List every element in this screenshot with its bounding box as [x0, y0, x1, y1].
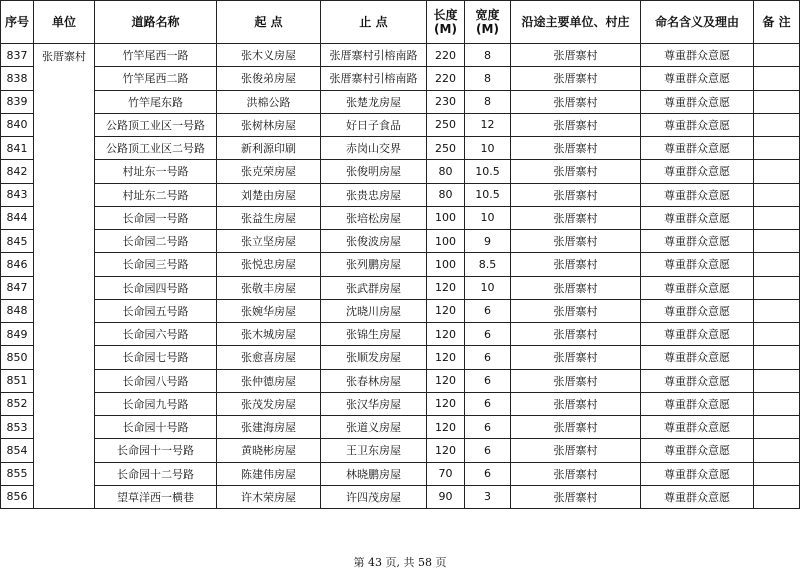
row-end: 张列鹏房屋	[321, 253, 427, 276]
row-seq: 839	[1, 90, 34, 113]
row-length: 80	[427, 160, 465, 183]
row-end: 许四茂房屋	[321, 485, 427, 508]
row-along: 张厝寨村	[511, 253, 641, 276]
table-row	[1, 439, 800, 462]
row-start: 张愈喜房屋	[217, 346, 321, 369]
table-row	[1, 160, 800, 183]
row-length: 250	[427, 113, 465, 136]
row-length: 220	[427, 44, 465, 67]
row-seq: 843	[1, 183, 34, 206]
row-along: 张厝寨村	[511, 183, 641, 206]
row-start: 许木荣房屋	[217, 485, 321, 508]
header-length-label: 长度	[433, 8, 458, 22]
row-start: 张悦忠房屋	[217, 253, 321, 276]
table-row	[1, 253, 800, 276]
row-remark	[754, 160, 800, 183]
row-road-name: 公路顶工业区一号路	[95, 113, 217, 136]
row-seq: 856	[1, 485, 34, 508]
row-remark	[754, 44, 800, 67]
row-remark	[754, 230, 800, 253]
row-end: 张春林房屋	[321, 369, 427, 392]
row-road-name: 长命园五号路	[95, 299, 217, 322]
row-length: 70	[427, 462, 465, 485]
row-meaning: 尊重群众意愿	[641, 253, 754, 276]
row-remark	[754, 137, 800, 160]
row-along: 张厝寨村	[511, 160, 641, 183]
row-end: 张武群房屋	[321, 276, 427, 299]
row-road-name: 长命园九号路	[95, 392, 217, 415]
row-length: 80	[427, 183, 465, 206]
row-remark	[754, 485, 800, 508]
row-width: 6	[465, 369, 511, 392]
row-start: 刘楚由房屋	[217, 183, 321, 206]
row-along: 张厝寨村	[511, 369, 641, 392]
row-end: 王卫东房屋	[321, 439, 427, 462]
row-end: 张俊明房屋	[321, 160, 427, 183]
row-start: 黄晓彬房屋	[217, 439, 321, 462]
row-along: 张厝寨村	[511, 323, 641, 346]
row-end: 张楚龙房屋	[321, 90, 427, 113]
row-along: 张厝寨村	[511, 485, 641, 508]
row-road-name: 竹竿尾西一路	[95, 44, 217, 67]
row-seq: 849	[1, 323, 34, 346]
row-width: 6	[465, 416, 511, 439]
table-row	[1, 276, 800, 299]
row-remark	[754, 183, 800, 206]
header-meaning: 命名含义及理由	[641, 1, 754, 44]
header-seq: 序号	[1, 1, 34, 44]
row-road-name: 长命园二号路	[95, 230, 217, 253]
header-remark: 备 注	[754, 1, 800, 44]
row-along: 张厝寨村	[511, 206, 641, 229]
row-width: 10	[465, 137, 511, 160]
row-road-name: 村址东一号路	[95, 160, 217, 183]
row-remark	[754, 206, 800, 229]
table-row	[1, 44, 800, 67]
row-width: 6	[465, 346, 511, 369]
header-road-name: 道路名称	[95, 1, 217, 44]
table-row	[1, 485, 800, 508]
row-meaning: 尊重群众意愿	[641, 67, 754, 90]
row-road-name: 竹竿尾西二路	[95, 67, 217, 90]
row-meaning: 尊重群众意愿	[641, 230, 754, 253]
row-width: 6	[465, 439, 511, 462]
row-along: 张厝寨村	[511, 113, 641, 136]
header-width	[465, 1, 511, 44]
row-seq: 852	[1, 392, 34, 415]
row-end: 好日子食品	[321, 113, 427, 136]
row-along: 张厝寨村	[511, 276, 641, 299]
row-width: 6	[465, 323, 511, 346]
row-length: 90	[427, 485, 465, 508]
row-remark	[754, 299, 800, 322]
table-row	[1, 462, 800, 485]
row-start: 张树林房屋	[217, 113, 321, 136]
row-remark	[754, 90, 800, 113]
row-meaning: 尊重群众意愿	[641, 346, 754, 369]
table-row	[1, 137, 800, 160]
row-width: 12	[465, 113, 511, 136]
row-road-name: 长命园十二号路	[95, 462, 217, 485]
row-remark	[754, 416, 800, 439]
header-length	[427, 1, 465, 44]
row-road-name: 长命园十号路	[95, 416, 217, 439]
table-row	[1, 416, 800, 439]
header-unit: 单位	[34, 1, 95, 44]
row-end: 张汉华房屋	[321, 392, 427, 415]
header-length-unit: (M)	[434, 22, 457, 36]
row-length: 120	[427, 299, 465, 322]
row-length: 120	[427, 369, 465, 392]
row-start: 陈建伟房屋	[217, 462, 321, 485]
row-along: 张厝寨村	[511, 462, 641, 485]
row-along: 张厝寨村	[511, 299, 641, 322]
row-meaning: 尊重群众意愿	[641, 160, 754, 183]
row-meaning: 尊重群众意愿	[641, 299, 754, 322]
row-seq: 840	[1, 113, 34, 136]
row-seq: 854	[1, 439, 34, 462]
row-remark	[754, 253, 800, 276]
row-remark	[754, 113, 800, 136]
row-width: 3	[465, 485, 511, 508]
row-seq: 844	[1, 206, 34, 229]
row-start: 张木义房屋	[217, 44, 321, 67]
table-row	[1, 346, 800, 369]
row-meaning: 尊重群众意愿	[641, 183, 754, 206]
row-width: 8	[465, 67, 511, 90]
row-road-name: 长命园一号路	[95, 206, 217, 229]
row-seq: 853	[1, 416, 34, 439]
row-seq: 838	[1, 67, 34, 90]
row-start: 张仲德房屋	[217, 369, 321, 392]
row-length: 220	[427, 67, 465, 90]
table-row	[1, 206, 800, 229]
row-end: 张顺发房屋	[321, 346, 427, 369]
row-length: 120	[427, 439, 465, 462]
page-footer: 第 43 页, 共 58 页	[353, 556, 447, 569]
row-remark	[754, 323, 800, 346]
row-seq: 837	[1, 44, 34, 67]
header-row	[1, 1, 800, 44]
row-seq: 846	[1, 253, 34, 276]
row-width: 10.5	[465, 183, 511, 206]
row-meaning: 尊重群众意愿	[641, 369, 754, 392]
table-row	[1, 90, 800, 113]
row-meaning: 尊重群众意愿	[641, 113, 754, 136]
row-unit: 张厝寨村	[34, 44, 95, 509]
row-end: 张道义房屋	[321, 416, 427, 439]
row-length: 100	[427, 230, 465, 253]
row-remark	[754, 67, 800, 90]
row-width: 6	[465, 462, 511, 485]
row-road-name: 长命园六号路	[95, 323, 217, 346]
row-width: 10	[465, 206, 511, 229]
table-row	[1, 392, 800, 415]
row-start: 张木城房屋	[217, 323, 321, 346]
header-end: 止 点	[321, 1, 427, 44]
row-width: 9	[465, 230, 511, 253]
row-along: 张厝寨村	[511, 137, 641, 160]
row-end: 林晓鹏房屋	[321, 462, 427, 485]
row-seq: 842	[1, 160, 34, 183]
row-seq: 850	[1, 346, 34, 369]
row-along: 张厝寨村	[511, 67, 641, 90]
row-remark	[754, 369, 800, 392]
row-start: 张俊弟房屋	[217, 67, 321, 90]
row-meaning: 尊重群众意愿	[641, 323, 754, 346]
row-end: 赤岗山交界	[321, 137, 427, 160]
row-along: 张厝寨村	[511, 44, 641, 67]
row-meaning: 尊重群众意愿	[641, 392, 754, 415]
row-along: 张厝寨村	[511, 90, 641, 113]
row-seq: 855	[1, 462, 34, 485]
row-width: 8.5	[465, 253, 511, 276]
row-road-name: 村址东二号路	[95, 183, 217, 206]
row-remark	[754, 346, 800, 369]
row-start: 张茂发房屋	[217, 392, 321, 415]
row-road-name: 望草洋西一横巷	[95, 485, 217, 508]
table-row	[1, 323, 800, 346]
row-meaning: 尊重群众意愿	[641, 44, 754, 67]
row-width: 8	[465, 44, 511, 67]
row-road-name: 竹竿尾东路	[95, 90, 217, 113]
header-width-unit: (M)	[476, 22, 499, 36]
row-width: 6	[465, 299, 511, 322]
row-end: 张锦生房屋	[321, 323, 427, 346]
row-length: 120	[427, 323, 465, 346]
table-row	[1, 113, 800, 136]
row-length: 100	[427, 253, 465, 276]
row-along: 张厝寨村	[511, 392, 641, 415]
row-road-name: 公路顶工业区二号路	[95, 137, 217, 160]
row-start: 张婉华房屋	[217, 299, 321, 322]
row-width: 6	[465, 392, 511, 415]
row-seq: 845	[1, 230, 34, 253]
row-start: 新利源印刷	[217, 137, 321, 160]
row-remark	[754, 276, 800, 299]
row-seq: 848	[1, 299, 34, 322]
table-row	[1, 369, 800, 392]
row-road-name: 长命园四号路	[95, 276, 217, 299]
row-end: 张厝寨村引榕南路	[321, 67, 427, 90]
row-end: 张培松房屋	[321, 206, 427, 229]
row-end: 张厝寨村引榕南路	[321, 44, 427, 67]
row-length: 120	[427, 276, 465, 299]
row-seq: 847	[1, 276, 34, 299]
row-start: 张建海房屋	[217, 416, 321, 439]
row-end: 张贵忠房屋	[321, 183, 427, 206]
row-road-name: 长命园七号路	[95, 346, 217, 369]
row-meaning: 尊重群众意愿	[641, 276, 754, 299]
row-length: 120	[427, 346, 465, 369]
row-along: 张厝寨村	[511, 230, 641, 253]
row-end: 沈晓川房屋	[321, 299, 427, 322]
row-meaning: 尊重群众意愿	[641, 206, 754, 229]
row-along: 张厝寨村	[511, 346, 641, 369]
row-meaning: 尊重群众意愿	[641, 439, 754, 462]
row-meaning: 尊重群众意愿	[641, 485, 754, 508]
table-row	[1, 299, 800, 322]
row-remark	[754, 462, 800, 485]
row-along: 张厝寨村	[511, 416, 641, 439]
row-length: 100	[427, 206, 465, 229]
header-start: 起 点	[217, 1, 321, 44]
table-row	[1, 230, 800, 253]
row-remark	[754, 392, 800, 415]
row-remark	[754, 439, 800, 462]
header-along: 沿途主要单位、村庄	[511, 1, 641, 44]
row-seq: 851	[1, 369, 34, 392]
table-row	[1, 183, 800, 206]
row-length: 120	[427, 416, 465, 439]
table-body	[1, 44, 800, 509]
row-seq: 841	[1, 137, 34, 160]
row-meaning: 尊重群众意愿	[641, 90, 754, 113]
row-width: 10.5	[465, 160, 511, 183]
row-width: 10	[465, 276, 511, 299]
row-meaning: 尊重群众意愿	[641, 137, 754, 160]
row-length: 230	[427, 90, 465, 113]
header-width-label: 宽度	[475, 8, 500, 22]
row-end: 张俊波房屋	[321, 230, 427, 253]
row-width: 8	[465, 90, 511, 113]
table-row	[1, 67, 800, 90]
row-start: 洪棉公路	[217, 90, 321, 113]
row-start: 张敬丰房屋	[217, 276, 321, 299]
row-start: 张克荣房屋	[217, 160, 321, 183]
row-start: 张立坚房屋	[217, 230, 321, 253]
row-length: 120	[427, 392, 465, 415]
row-meaning: 尊重群众意愿	[641, 416, 754, 439]
row-along: 张厝寨村	[511, 439, 641, 462]
row-road-name: 长命园三号路	[95, 253, 217, 276]
row-road-name: 长命园八号路	[95, 369, 217, 392]
row-start: 张益生房屋	[217, 206, 321, 229]
row-meaning: 尊重群众意愿	[641, 462, 754, 485]
row-length: 250	[427, 137, 465, 160]
row-road-name: 长命园十一号路	[95, 439, 217, 462]
